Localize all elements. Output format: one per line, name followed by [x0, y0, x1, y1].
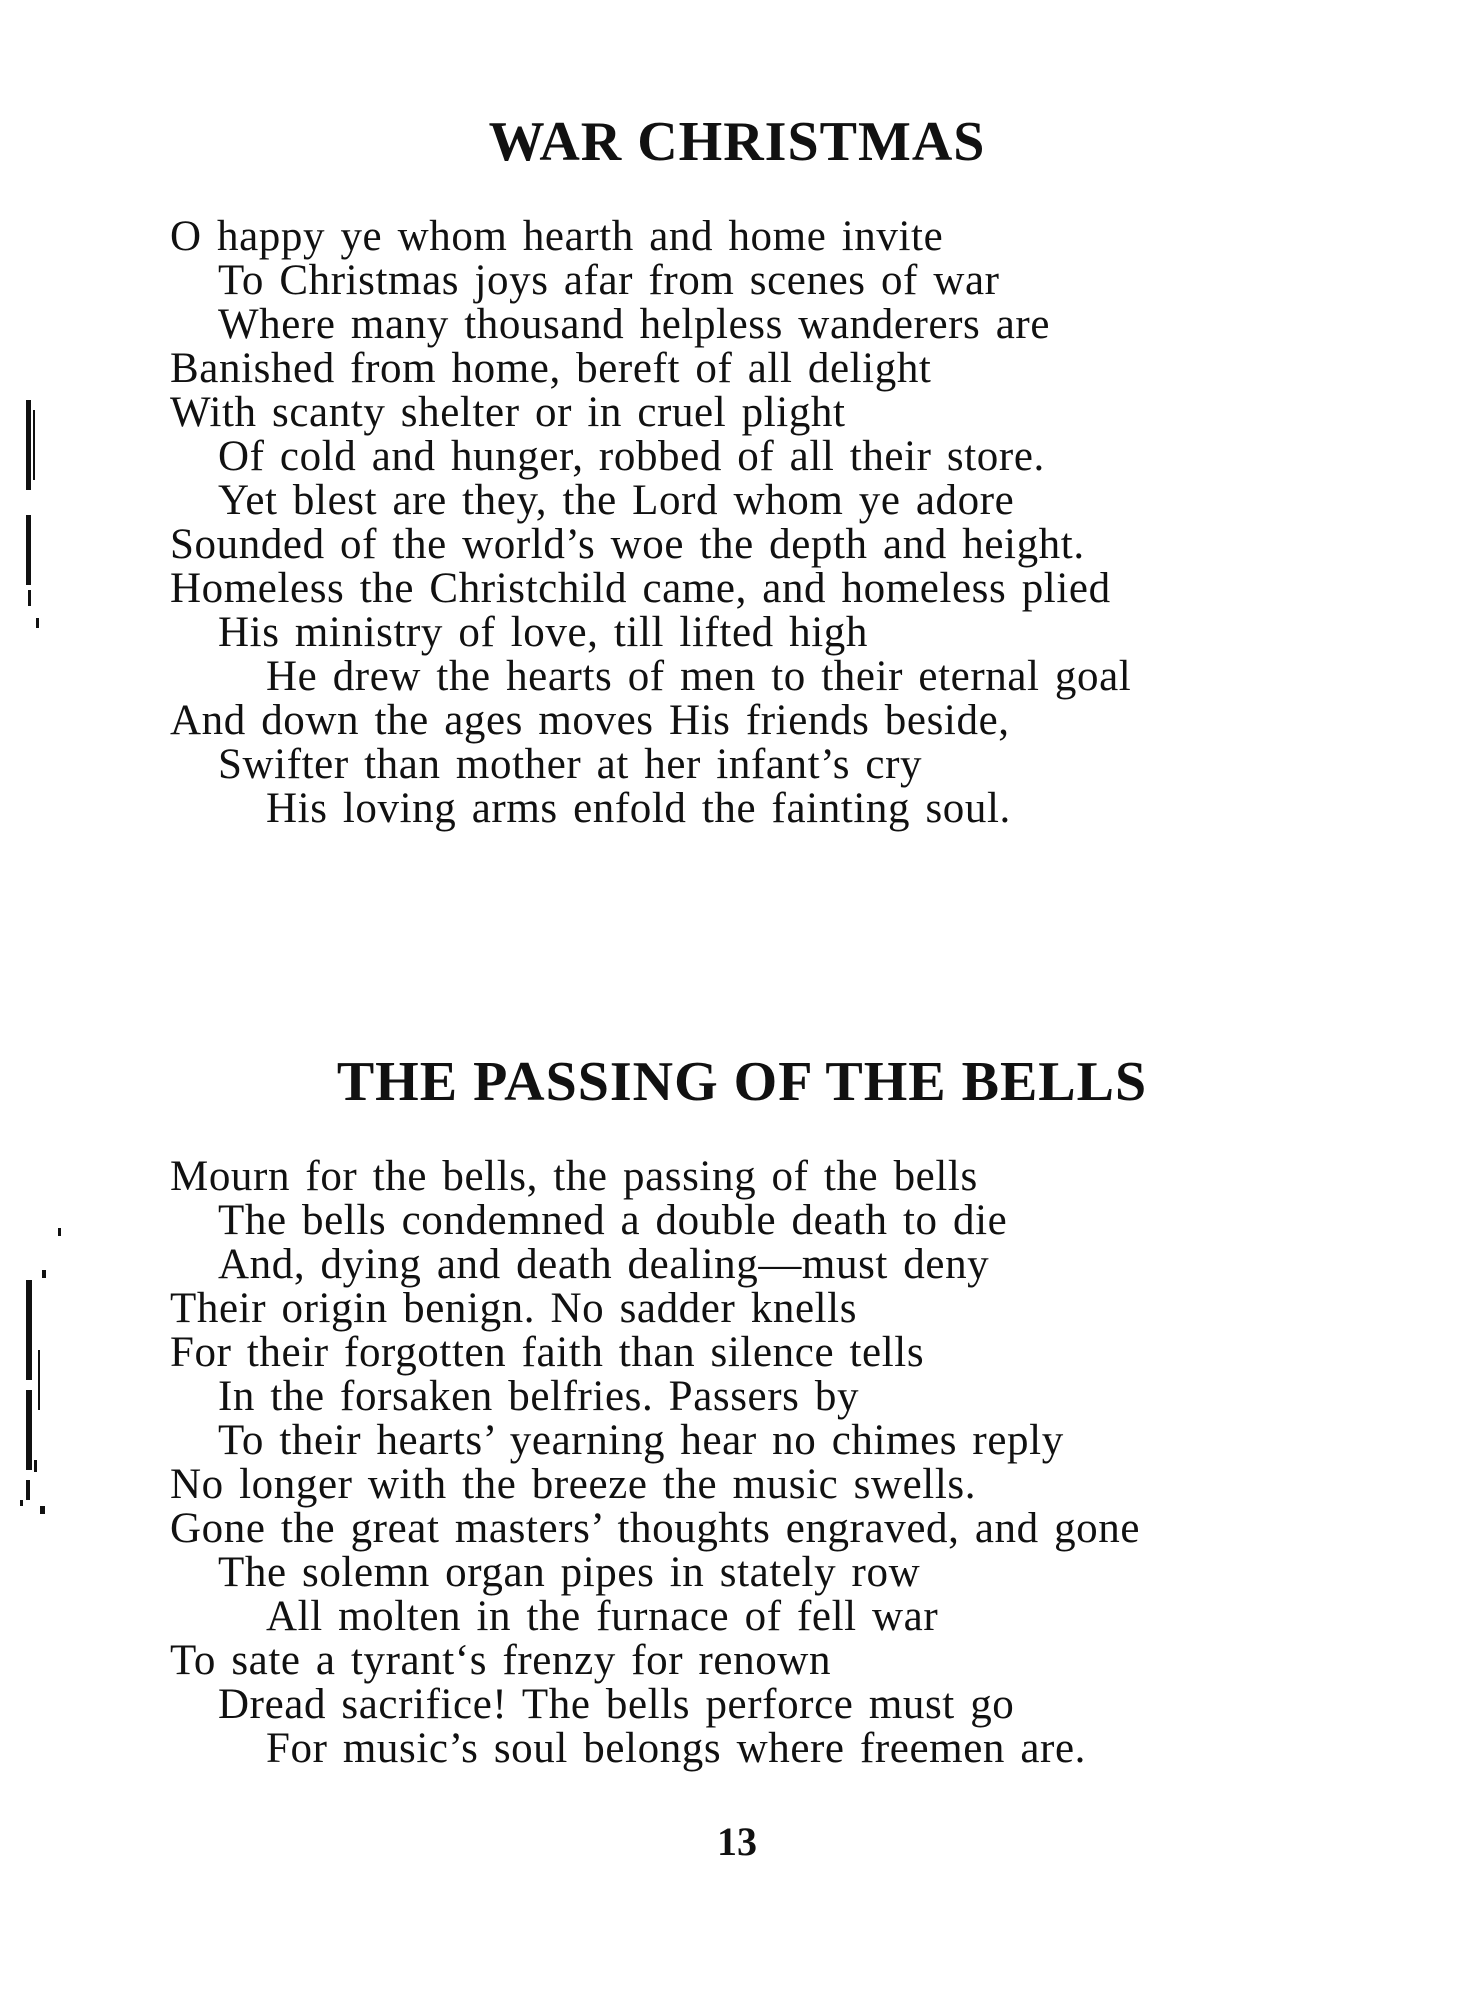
poem-line: To sate a tyrant‘s frenzy for renown	[170, 1637, 832, 1684]
poem-line: For their forgotten faith than silence tells	[170, 1329, 925, 1376]
poem-line: The solemn organ pipes in stately row	[218, 1549, 921, 1596]
poem-line: Where many thousand helpless wanderers are	[218, 301, 1051, 348]
poem-line: Yet blest are they, the Lord whom ye adore	[218, 477, 1015, 524]
poem-line: Dread sacrifice! The bells perforce must go	[218, 1681, 1015, 1728]
poem-line: Gone the great masters’ thoughts engraved, and gone	[170, 1505, 1141, 1552]
poem-line: Of cold and hunger, robbed of all their store.	[218, 433, 1045, 480]
poem-line: He drew the hearts of men to their eternal goal	[266, 653, 1132, 700]
poem-line: His ministry of love, till lifted high	[218, 609, 868, 656]
poem-line: And, dying and death dealing—must deny	[218, 1241, 990, 1288]
poem-line: His loving arms enfold the fainting soul.	[266, 785, 1011, 832]
poem-line: Sounded of the world’s woe the depth and height.	[170, 521, 1085, 568]
poem-line: And down the ages moves His friends beside,	[170, 697, 1010, 744]
poem-line: The bells condemned a double death to die	[218, 1197, 1008, 1244]
poem-title-war-christmas: WAR CHRISTMAS	[488, 111, 986, 173]
poem-line: With scanty shelter or in cruel plight	[170, 389, 846, 436]
poem-line: Mourn for the bells, the passing of the bells	[170, 1153, 978, 1200]
poem-line: To Christmas joys afar from scenes of war	[218, 257, 1000, 304]
poem-line: All molten in the furnace of fell war	[266, 1593, 939, 1640]
poem-line: To their hearts’ yearning hear no chimes reply	[218, 1417, 1064, 1464]
poem-line: No longer with the breeze the music swells.	[170, 1461, 977, 1508]
poem-line: Banished from home, bereft of all delight	[170, 345, 932, 392]
poem-title-passing-of-the-bells: THE PASSING OF THE BELLS	[336, 1051, 1148, 1113]
poem-line: Swifter than mother at her infant’s cry	[218, 741, 923, 788]
poem-body-war-christmas	[170, 215, 1370, 831]
page-number: 13	[717, 1819, 757, 1864]
poem-line: O happy ye whom hearth and home invite	[170, 213, 944, 260]
poem-line: For music’s soul belongs where freemen are.	[266, 1725, 1086, 1772]
poem-body-passing-of-the-bells	[170, 1155, 1370, 1771]
poem-line: In the forsaken belfries. Passers by	[218, 1373, 860, 1420]
poem-line: Their origin benign. No sadder knells	[170, 1285, 858, 1332]
poem-line: Homeless the Christchild came, and homeless plied	[170, 565, 1111, 612]
